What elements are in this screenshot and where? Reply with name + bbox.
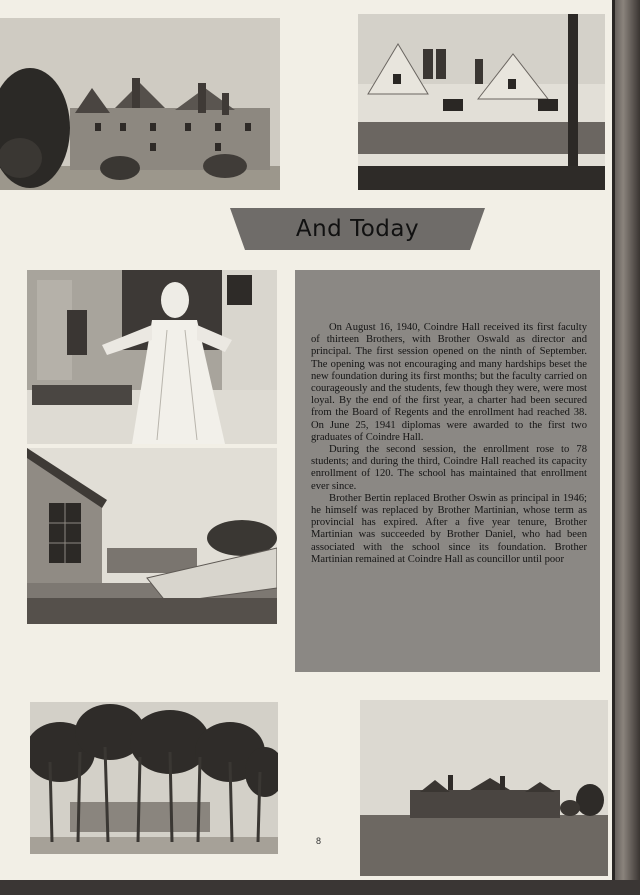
paragraph-1: On August 16, 1940, Coindre Hall received its first faculty of thirteen Brothers, with Brother Oswald as director and principal. The first session opened on the ninth of September. The opening was not encouraging and many hardships beset the new foundation during its first months; but the faculty carried on courageously and the students, few though they were, were most loyal. By the end of the first year, a charter had been secured from the Board of Regents and the enrollment had reached 38. On June 25, 1941 diplomas were awarded to the first two graduates of Coindre Hall. [311,322,587,443]
book-spine [612,0,640,895]
photo-chapel-and-roofs [27,448,277,624]
photo-distant-mansion [360,700,608,876]
history-text [311,322,587,566]
page-number: 8 [316,836,322,846]
photo-statue [27,270,277,444]
section-banner [230,208,485,250]
history-text-panel [295,270,600,672]
paragraph-2: During the second session, the enrollment rose to 78 students; and during the third, Coindre Hall reached its capacity enrollment of 120. The school has maintained that enrollment ever since. [311,444,587,492]
banner-title: And Today [295,216,420,242]
photo-mansion-exterior [0,18,280,190]
photo-mansion-facade [358,14,605,190]
paragraph-3: Brother Bertin replaced Brother Oswin as principal in 1946; he himself was replaced by Brother Martinian, whose term as provincial has expired. After a five year tenure, Brother Martinian was succeeded by Brother Daniel, who had been associated with the school since its foundation. Brother Martinian remained at Coindre Hall as councillor until poor [311,492,587,565]
scan-bottom-edge [0,880,640,895]
photo-pine-trees [30,702,278,854]
